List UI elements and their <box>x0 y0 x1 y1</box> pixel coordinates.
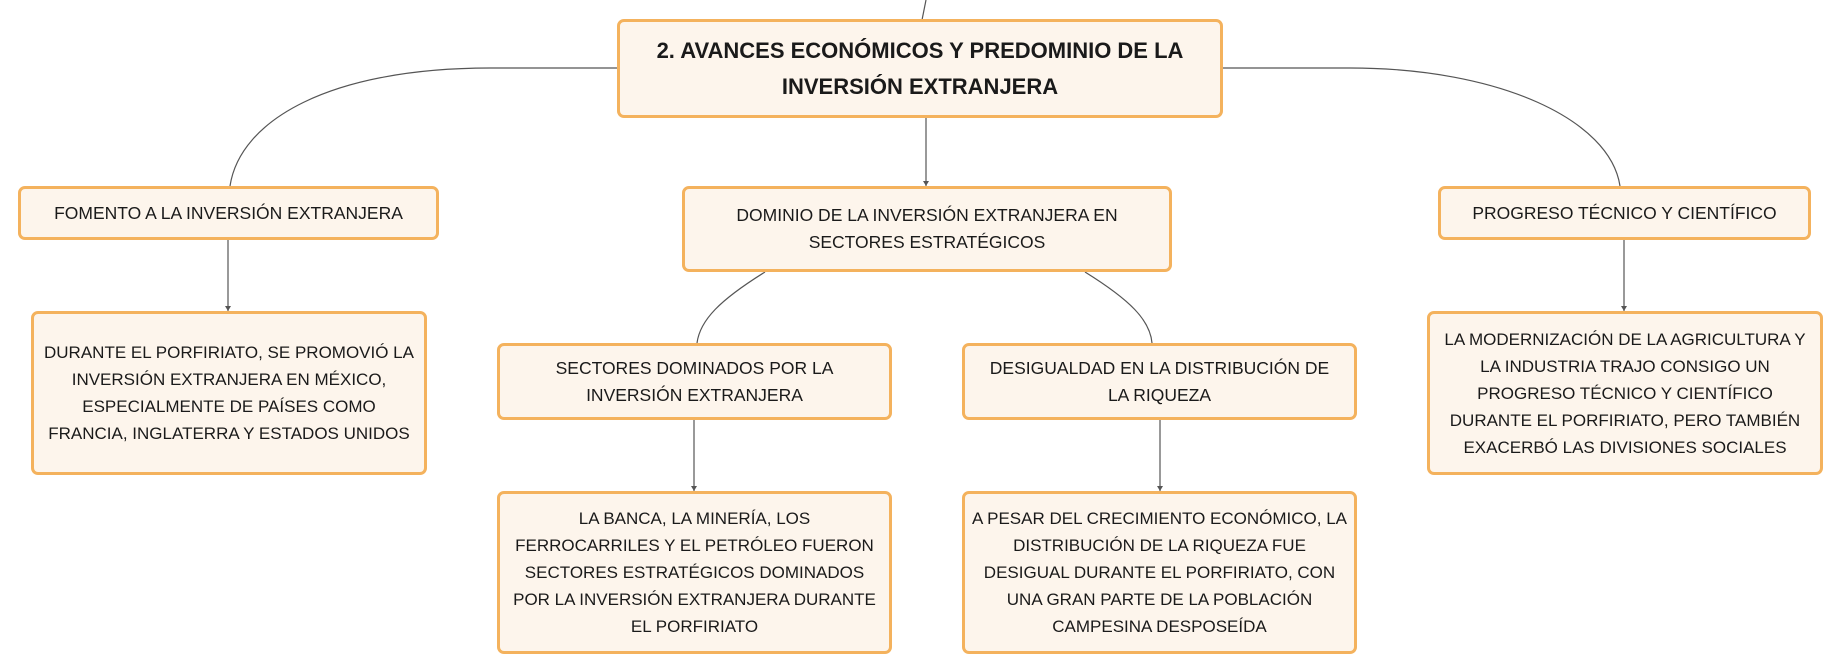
topic-desigualdad[interactable] <box>962 343 1357 420</box>
root-topic-text: 2. AVANCES ECONÓMICOS Y PREDOMINIO DE LA INVERSIÓN EXTRANJERA <box>656 37 1184 99</box>
connector-dominio-desigualdad <box>1085 272 1152 343</box>
detail-sectores[interactable] <box>497 491 892 654</box>
topic-fomento-text: FOMENTO A LA INVERSIÓN EXTRANJERA <box>54 202 403 223</box>
topic-dominio-text: DOMINIO DE LA INVERSIÓN EXTRANJERA EN SECTORES ESTRATÉGICOS <box>736 205 1118 252</box>
connector-root-fomento <box>230 68 617 186</box>
connector-root-progreso <box>1222 68 1620 186</box>
topic-progreso-text: PROGRESO TÉCNICO Y CIENTÍFICO <box>1472 202 1777 223</box>
topic-sectores-text: SECTORES DOMINADOS POR LA INVERSIÓN EXTRANJERA <box>555 357 834 405</box>
connector-dominio-sectores <box>697 272 765 343</box>
topic-dominio[interactable] <box>682 186 1172 272</box>
connector-parent <box>922 0 926 20</box>
detail-desigualdad[interactable] <box>962 491 1357 654</box>
detail-fomento-text: DURANTE EL PORFIRIATO, SE PROMOVIÓ LA INVERSIÓN EXTRANJERA EN MÉXICO, ESPECIALMENTE DE PAÍSES COMO FRANCIA, INGLATERRA Y ESTADOS UNIDOS <box>44 343 414 443</box>
topic-desigualdad-text: DESIGUALDAD EN LA DISTRIBUCIÓN DE LA RIQUEZA <box>989 357 1330 405</box>
detail-desigualdad-text: A PESAR DEL CRECIMIENTO ECONÓMICO, LA DISTRIBUCIÓN DE LA RIQUEZA FUE DESIGUAL DURANTE EL PORFIRIATO, CON UNA GRAN PARTE DE LA POBLACIÓN CAMPESINA DESPOSEÍDA <box>971 509 1348 636</box>
topic-sectores[interactable] <box>497 343 892 420</box>
detail-progreso[interactable] <box>1427 311 1823 475</box>
root-topic[interactable] <box>617 19 1223 118</box>
topic-fomento[interactable] <box>18 186 439 240</box>
detail-progreso-text: LA MODERNIZACIÓN DE LA AGRICULTURA Y LA INDUSTRIA TRAJO CONSIGO UN PROGRESO TÉCNICO Y CIENTÍFICO DURANTE EL PORFIRIATO, PERO TAMBIÉN EXACERBÓ LAS DIVISIONES SOCIALES <box>1444 329 1806 457</box>
topic-progreso[interactable] <box>1438 186 1811 240</box>
detail-sectores-text: LA BANCA, LA MINERÍA, LOS FERROCARRILES Y EL PETRÓLEO FUERON SECTORES ESTRATÉGICOS DOMINADOS POR LA INVERSIÓN EXTRANJERA DURANTE EL PORFIRIATO <box>513 509 876 636</box>
detail-fomento[interactable] <box>31 311 427 475</box>
